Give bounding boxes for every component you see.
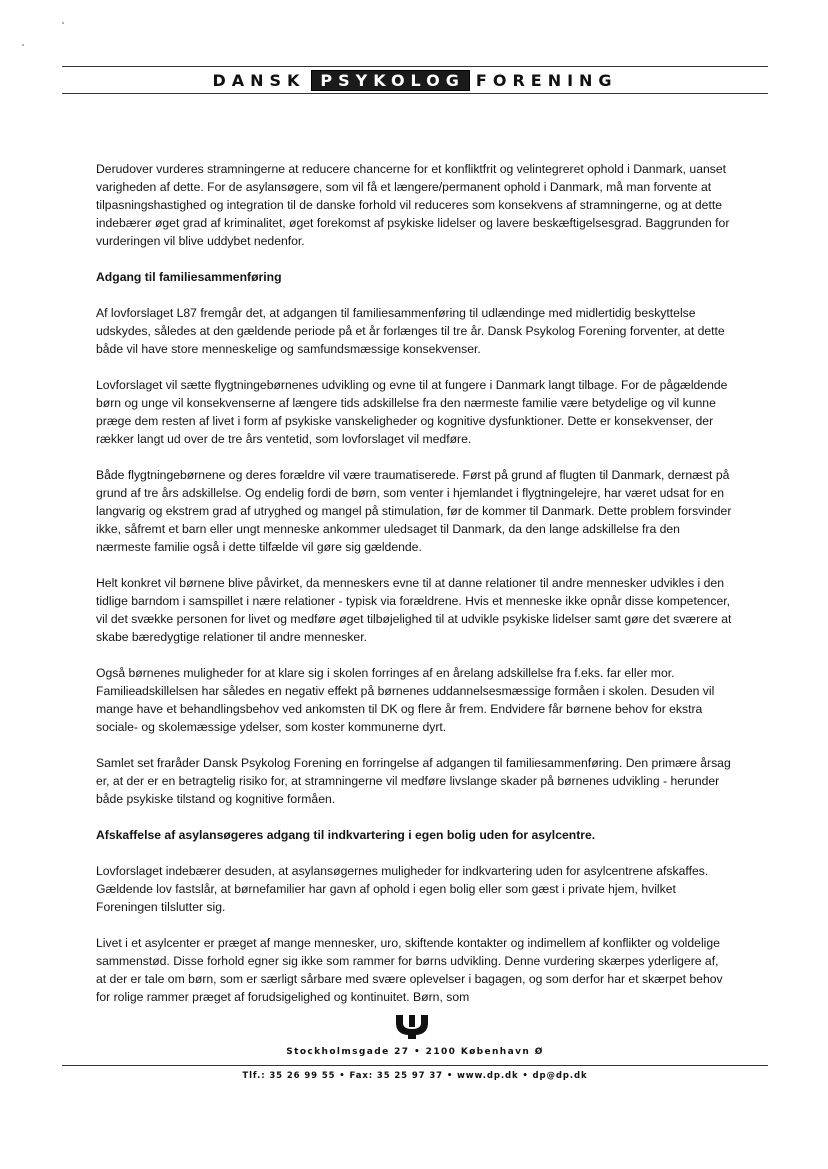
footer-contact: Tlf.: 35 26 99 55 • Fax: 35 25 97 37 • www.dp.dk • dp@dp.dk	[242, 1071, 588, 1081]
section-heading: Adgang til familiesammenføring	[96, 270, 282, 284]
paragraph: Lovforslaget indebærer desuden, at asylansøgernes muligheder for indkvartering uden for asylcentrene afskaffes. Gældende lov fastslår, at børnefamilier har gavn af ophold i egen bolig eller som gæst i private hjem, hvilket Foreningen tilslutter sig.	[96, 864, 709, 914]
paragraph: Både flygtningebørnene og deres forældre vil være traumatiserede. Først på grund af flugten til Danmark, dernæst på grund af tre års adskillelse. Og endelig fordi de børn, som venter i hjemlandet i flygtningelejre, har været udsat for en langvarig og ekstrem grad af utryghed og mangel på stimulation, før de kommer til Danmark. Dette problem forsvinder ikke, såfremt et barn eller ungt menneske ankommer uledsaget til Danmark, da den lange adskillelse fra den nærmeste familie også i dette tilfælde vil gøre sig gældende.	[96, 468, 732, 554]
paragraph: Helt konkret vil børnene blive påvirket, da menneskers evne til at danne relationer til andre mennesker udvikles i den tidlige barndom i samspillet i nære relationer - typisk via forældrene. Hvis et menneske ikke opnår disse kompetencer, vil det svække personen for livet og medføre øget tilbøjelighed til at udvikle psykiske lidelser samt gøre det sværere at skabe bæredygtige relationer til andre mennesker.	[96, 576, 732, 644]
header-bottom-rule	[62, 93, 768, 94]
paragraph: Også børnenes muligheder for at klare sig i skolen forringes af en årelang adskillelse fra f.eks. far eller mor. Familieadskillelsen har således en negativ effekt på børnenes uddannelsesmæssige formåen i skolen. Desuden vil mange have et behandlingsbehov ved ankomsten til DK og flere år frem. Endvidere får børnene behov for ekstra sociale- og skolemæssige ydelser, som koster kommunerne dyrt.	[96, 666, 715, 734]
letterhead	[62, 70, 768, 92]
paragraph: Derudover vurderes stramningerne at reducere chancerne for et konfliktfrit og velintegreret ophold i Danmark, uanset varigheden af dette. For de asylansøgere, som vil få et længere/permanent ophold i Danmark, må man forvente at tilpasningshastighed og integration til de danske forhold vil reduceres som konsekvens af stramningerne, og at dette indebærer øget grad af kriminalitet, øget forekomst af psykiske lidelser og lavere beskæftigelsesgrad. Baggrunden for vurderingen vil blive uddybet nedenfor.	[96, 162, 730, 248]
footer-rule	[62, 1065, 768, 1066]
letterhead-word-psykolog: PSYKOLOG	[311, 70, 469, 91]
psi-logo-icon	[394, 1013, 430, 1039]
paragraph: Samlet set fraråder Dansk Psykolog Forening en forringelse af adgangen til familiesammenføring. Den primære årsag er, at der er en betragtelig risiko for, at stramningerne vil medføre livslange skader på børnenes udvikling - herunder både psykiske tilstand og kognitive formåen.	[96, 756, 731, 806]
letterhead-word-dansk: DANSK	[212, 71, 306, 90]
paragraph: Lovforslaget vil sætte flygtningebørnenes udvikling og evne til at fungere i Danmark langt tilbage. For de pågældende børn og unge vil konsekvenserne af længere tids adskillelse fra den nærmeste familie være betydelige og vil kunne præge dem resten af livet i form af psykiske vanskeligheder og kognitive dysfunktioner. Dette er konsekvenser, der rækker langt ud over de tre års ventetid, som lovforslaget vil medføre.	[96, 378, 728, 446]
letterhead-word-forening: FORENING	[475, 71, 618, 90]
section-heading: Afskaffelse af asylansøgeres adgang til indkvartering i egen bolig uden for asylcentre.	[96, 828, 596, 842]
scan-speck	[22, 44, 24, 46]
header-top-rule	[62, 66, 768, 67]
scan-speck	[62, 22, 64, 24]
letter-body	[96, 160, 732, 1024]
paragraph: Af lovforslaget L87 fremgår det, at adgangen til familiesammenføring til udlændinge med midlertidig beskyttelse udskydes, således at den gældende periode på et år forlænges til tre år. Dansk Psykolog Forening forventer, at dette både vil have store menneskelige og samfundsmæssige konsekvenser.	[96, 306, 725, 356]
paragraph: Livet i et asylcenter er præget af mange mennesker, uro, skiftende kontakter og indimellem af konflikter og voldelige sammenstød. Disse forhold egner sig ikke som rammer for børns udvikling. Denne vurdering skærpes yderligere af, at der er tale om børn, som er særligt sårbare med svære oplevelser i bagagen, og som derfor har et skærpet behov for rolige rammer præget af forudsigelighed og kontinuitet. Børn, som	[96, 936, 723, 1004]
footer-address: Stockholmsgade 27 • 2100 København Ø	[286, 1047, 544, 1057]
